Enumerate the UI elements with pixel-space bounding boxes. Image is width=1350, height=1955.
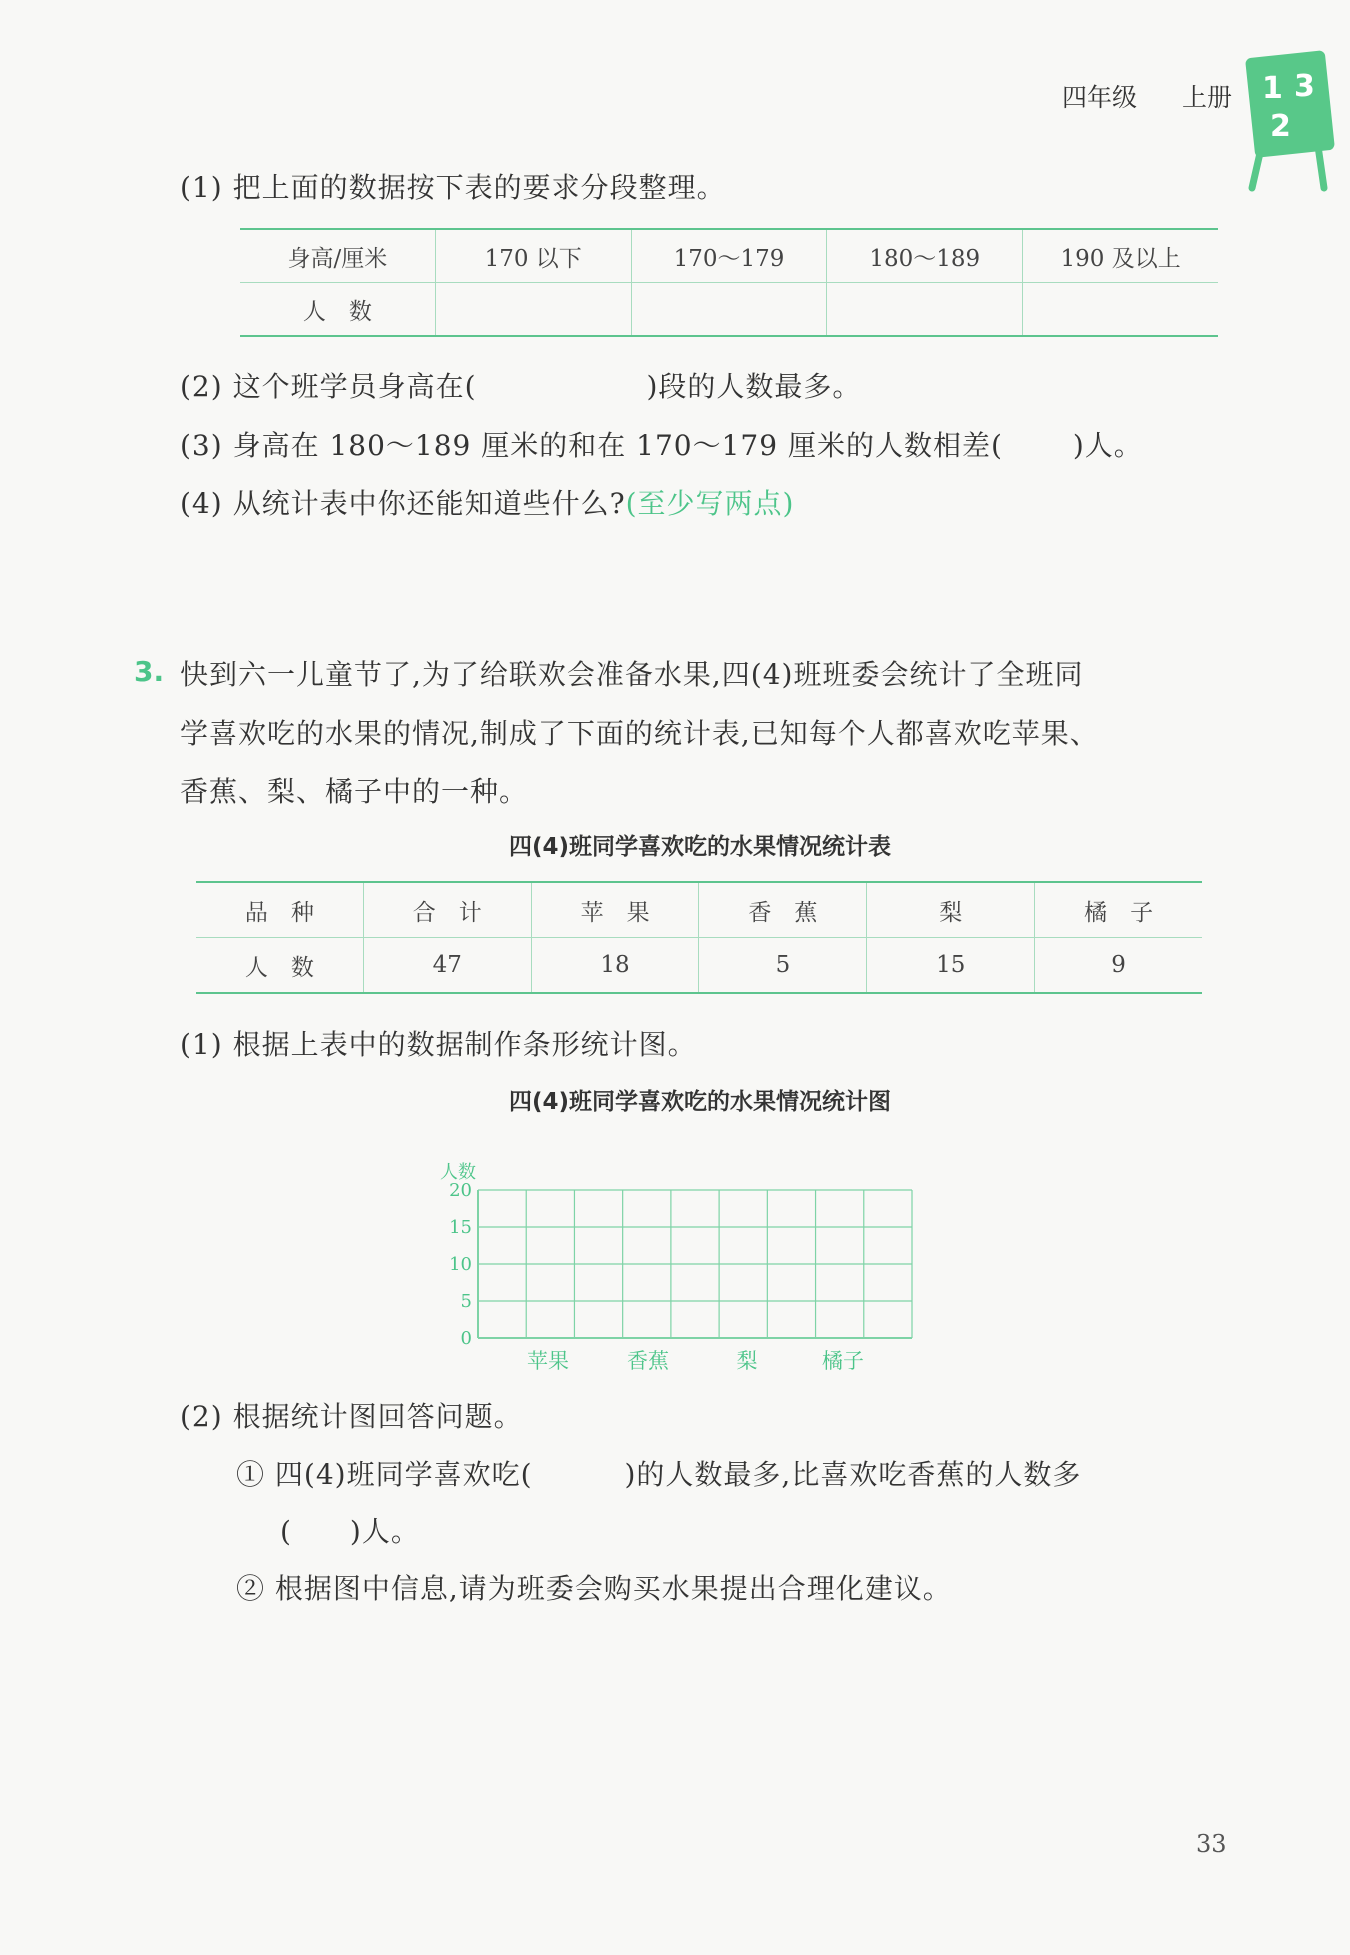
q2-text-b: )段的人数最多。 — [646, 370, 862, 403]
easel-logo-icon — [1232, 38, 1342, 198]
y-tick-label: 10 — [449, 1254, 472, 1275]
range-180-189: 180～189 — [827, 229, 1023, 283]
pear-value: 15 — [867, 938, 1035, 994]
svg-text:1: 1 — [1262, 71, 1283, 106]
volume-label: 上册 — [1182, 83, 1233, 112]
question-3-number: 3. — [134, 655, 165, 688]
fruit-table-title: 四(4)班同学喜欢吃的水果情况统计表 — [508, 834, 892, 860]
part1-q2 — [180, 365, 861, 405]
banana-header: 香 蕉 — [699, 882, 867, 938]
range-190-above: 190 及以上 — [1023, 229, 1218, 283]
part3-q2-2: ② 根据图中信息,请为班委会购买水果提出合理化建议。 — [236, 1572, 952, 1605]
svg-text:2: 2 — [1270, 109, 1291, 144]
height-table — [240, 228, 1218, 337]
apple-header: 苹 果 — [531, 882, 699, 938]
fruit-bar-chart — [430, 1150, 930, 1380]
chart-title: 四(4)班同学喜欢吃的水果情况统计图 — [508, 1089, 892, 1115]
page-number: 33 — [1196, 1830, 1227, 1858]
y-axis-label: 人数 — [440, 1162, 476, 1183]
y-tick-label: 20 — [449, 1180, 472, 1201]
orange-value: 9 — [1035, 938, 1202, 994]
q4-hint: (至少写两点) — [625, 487, 795, 520]
part1-q1: (1) 把上面的数据按下表的要求分段整理。 — [180, 171, 726, 204]
grade-label: 四年级 — [1062, 83, 1138, 112]
x-category-label: 梨 — [736, 1349, 758, 1373]
fruit-type-header: 品 种 — [196, 882, 363, 938]
y-tick-label: 5 — [460, 1291, 472, 1312]
total-header: 合 计 — [363, 882, 531, 938]
q3-line3: 香蕉、梨、橘子中的一种。 — [180, 775, 529, 808]
q3-text-a: (3) 身高在 180～189 厘米的和在 170～179 厘米的人数相差( — [180, 429, 1003, 462]
q2-1-text-b: )的人数最多,比喜欢吃香蕉的人数多 — [624, 1458, 1082, 1491]
part1-q4 — [180, 482, 794, 522]
apple-value: 18 — [531, 938, 699, 994]
part3-q2-1 — [236, 1453, 1081, 1493]
count-cell-2[interactable] — [631, 283, 827, 337]
part1-q3 — [180, 424, 1143, 464]
x-category-label: 橘子 — [822, 1349, 864, 1373]
x-category-label: 苹果 — [527, 1349, 569, 1373]
fruit-table — [196, 881, 1202, 994]
count-cell-4[interactable] — [1023, 283, 1218, 337]
part3-q2: (2) 根据统计图回答问题。 — [180, 1400, 523, 1433]
q2-1-text-a: ① 四(4)班同学喜欢吃( — [236, 1458, 533, 1491]
height-header: 身高/厘米 — [240, 229, 435, 283]
count-cell-3[interactable] — [827, 283, 1023, 337]
fruit-count-label: 人 数 — [196, 938, 363, 994]
count-label: 人 数 — [240, 283, 435, 337]
x-category-label: 香蕉 — [627, 1349, 669, 1373]
y-tick-label: 15 — [449, 1217, 472, 1238]
q2-text-a: (2) 这个班学员身高在( — [180, 370, 477, 403]
part3-q1: (1) 根据上表中的数据制作条形统计图。 — [180, 1028, 697, 1061]
q3-line1: 快到六一儿童节了,为了给联欢会准备水果,四(4)班班委会统计了全班同 — [180, 658, 1084, 691]
q3-line2: 学喜欢吃的水果的情况,制成了下面的统计表,已知每个人都喜欢吃苹果、 — [180, 717, 1099, 750]
orange-header: 橘 子 — [1035, 882, 1202, 938]
pear-header: 梨 — [867, 882, 1035, 938]
range-170-179: 170～179 — [631, 229, 827, 283]
y-tick-label: 0 — [460, 1328, 472, 1349]
banana-value: 5 — [699, 938, 867, 994]
range-below-170: 170 以下 — [435, 229, 631, 283]
q4-text: (4) 从统计表中你还能知道些什么? — [180, 487, 626, 520]
part3-q2-1c: ( )人。 — [280, 1515, 420, 1548]
svg-text:3: 3 — [1294, 69, 1315, 104]
count-cell-1[interactable] — [435, 283, 631, 337]
q3-text-b: )人。 — [1072, 429, 1143, 462]
total-value: 47 — [363, 938, 531, 994]
